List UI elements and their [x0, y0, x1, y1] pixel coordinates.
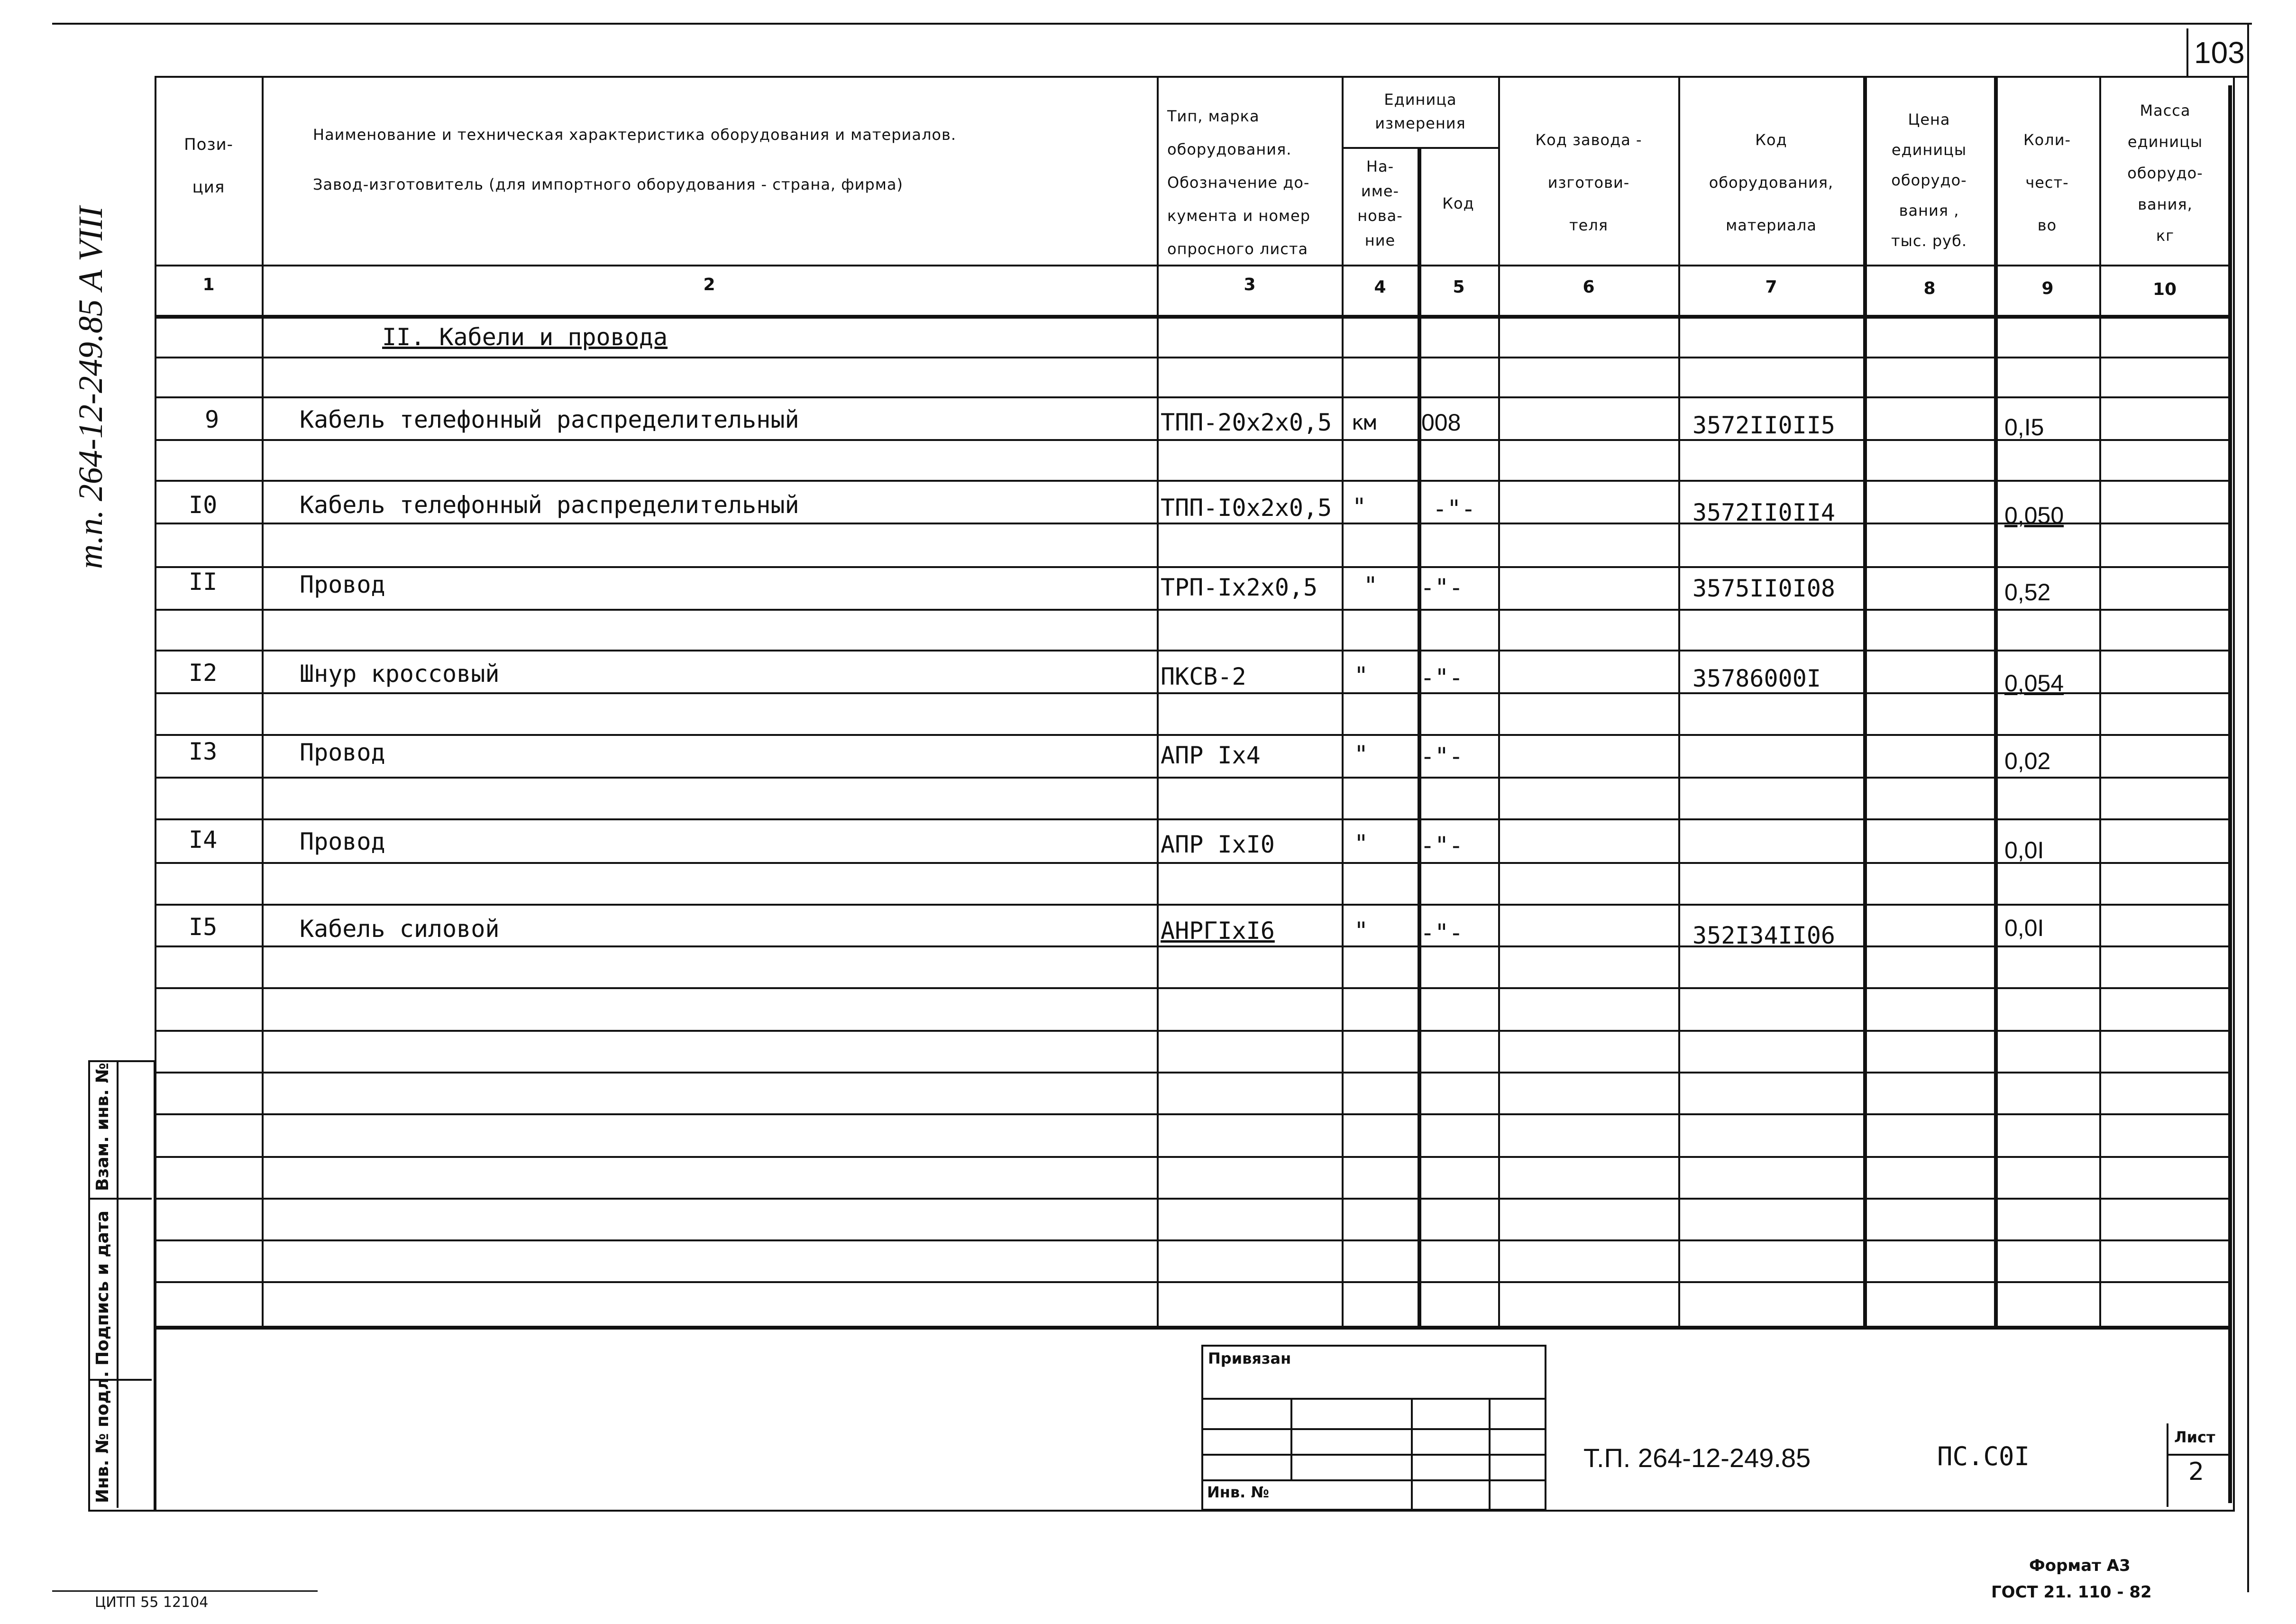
section-title: II. Кабели и провода [382, 323, 668, 351]
row-line [155, 609, 2231, 611]
unit-subheader-line [1342, 147, 1498, 149]
colnum-6: 6 [1583, 277, 1595, 297]
row-unit: " [1363, 572, 1378, 599]
row-line [155, 1156, 2231, 1158]
col-line [262, 76, 264, 1328]
row-name: Кабель силовой [300, 915, 500, 943]
row-pos: I2 [189, 659, 218, 687]
row-code: -"- [1420, 743, 1464, 770]
row-mat-code: 35786000I [1692, 665, 1821, 692]
col-line [1678, 76, 1680, 1328]
row-type: ТПП-20х2х0,5 [1161, 409, 1332, 436]
stamp-line [1290, 1398, 1292, 1479]
header-col10: Масса единицы оборудо- вания, кг [2127, 101, 2203, 245]
side-strip-divider [117, 1060, 119, 1508]
header-col5: Код [1442, 194, 1474, 212]
row-mat-code: 352I34II06 [1692, 922, 1836, 949]
colnum-10: 10 [2152, 280, 2177, 299]
header-col2-line2: Завод-изготовитель (для импортного оборудования - страна, фирма) [313, 175, 903, 193]
row-line [155, 357, 2231, 358]
row-type: ТРП-Iх2х0,5 [1161, 574, 1318, 601]
col-line [2099, 76, 2101, 1328]
row-type: АПР IхI0 [1161, 831, 1275, 858]
colnum-3: 3 [1244, 275, 1256, 294]
header-col45: Единица измерения [1375, 91, 1466, 132]
row-line [155, 1113, 2231, 1115]
top-border-line [52, 23, 2252, 25]
colnum-4: 4 [1374, 277, 1386, 297]
side-strip-line [88, 1198, 152, 1200]
right-thick-border [2228, 85, 2232, 1503]
table-body-bottom [155, 1326, 2231, 1330]
row-line [155, 1198, 2231, 1200]
row-line [155, 1281, 2231, 1283]
row-type: АПР Iх4 [1161, 742, 1261, 769]
header-col9: Коли- чест- во [2023, 131, 2071, 234]
row-pos: I0 [189, 491, 218, 519]
doc-code: Т.П. 264-12-249.85 [1583, 1443, 1811, 1473]
right-border-line [2247, 23, 2249, 1592]
row-qty: 0,I5 [2004, 414, 2044, 440]
colnum-8: 8 [1923, 279, 1936, 298]
col-line [1157, 76, 1159, 1328]
row-unit: " [1352, 493, 1367, 521]
row-pos: II [189, 568, 218, 596]
stamp-line [1411, 1398, 1413, 1509]
row-name: Провод [300, 828, 385, 855]
row-line [155, 1072, 2231, 1073]
row-unit: км [1351, 411, 1376, 435]
header-col6: Код завода - изготови- теля [1535, 131, 1642, 234]
col-line [1498, 76, 1500, 1328]
colnum-7: 7 [1765, 277, 1777, 297]
row-code: -"- [1420, 664, 1464, 691]
row-line [155, 945, 2231, 947]
stamp-line [1201, 1479, 1545, 1481]
tsitp-label: ЦИТП 55 12104 [95, 1594, 209, 1611]
sheet-number: 2 [2188, 1458, 2205, 1486]
stamp-line [1201, 1454, 1545, 1456]
row-line [155, 1239, 2231, 1241]
footer-line [52, 1590, 318, 1592]
header-col7: Код оборудования, материала [1709, 131, 1834, 234]
row-type: ПКСВ-2 [1161, 663, 1246, 690]
header-col3: Тип, марка оборудования. Обозначение до- кумента и номер опросного листа [1167, 107, 1311, 258]
side-document-code: т.п. 264-12-249.85 А VIII [72, 206, 110, 569]
row-unit: " [1354, 741, 1369, 768]
row-code: 008 [1421, 409, 1461, 436]
row-qty: 0,050 [2004, 502, 2064, 529]
row-qty: 0,52 [2004, 579, 2051, 606]
row-line [155, 523, 2231, 524]
col-line [1418, 147, 1421, 1328]
format-label: Формат А3 [2029, 1556, 2131, 1575]
row-qty: 0,02 [2004, 748, 2051, 774]
row-pos: I5 [189, 913, 218, 941]
row-line [155, 734, 2231, 736]
row-line [155, 650, 2231, 651]
gost-label: ГОСТ 21. 110 - 82 [1991, 1583, 2152, 1602]
row-line [155, 987, 2231, 989]
row-code: -"- [1420, 832, 1464, 859]
row-line [155, 396, 2231, 398]
row-unit: " [1354, 917, 1369, 945]
row-mat-code: 3572II0II5 [1692, 412, 1836, 439]
colnum-2: 2 [703, 275, 715, 294]
row-line [155, 904, 2231, 906]
header-col8: Цена единицы оборудо- вания , тыс. руб. [1891, 110, 1967, 250]
row-line [155, 818, 2231, 820]
row-name: Кабель телефонный распределительный [300, 406, 799, 433]
side-vzam: Взам. инв. № [93, 1063, 112, 1191]
row-name: Шнур кроссовый [300, 660, 500, 688]
row-code: -"- [1433, 495, 1476, 523]
row-pos: I3 [189, 738, 218, 765]
row-code: -"- [1420, 919, 1464, 946]
row-qty: 0,054 [2004, 670, 2064, 697]
row-line [155, 1030, 2231, 1032]
colnum-bottom-line [155, 315, 2231, 319]
row-line [155, 480, 2231, 482]
row-qty: 0,0I [2004, 915, 2044, 941]
stamp-line [1201, 1398, 1545, 1400]
doc-suffix: ПС.С0I [1937, 1441, 2030, 1471]
page-number: 103 [2194, 36, 2245, 70]
row-name: Провод [300, 739, 385, 766]
colnum-9: 9 [2041, 279, 2054, 298]
col-line [1994, 76, 1998, 1328]
row-unit: " [1354, 662, 1369, 689]
side-inv-podl: Инв. № подл. [93, 1371, 112, 1503]
row-line [155, 777, 2231, 779]
row-name: Кабель телефонный распределительный [300, 491, 799, 519]
row-pos: 9 [205, 406, 220, 433]
sheet-box-line [2167, 1454, 2230, 1456]
row-type: ТПП-I0х2х0,5 [1161, 494, 1332, 522]
col-line [1863, 76, 1867, 1328]
row-line [155, 862, 2231, 864]
row-code: -"- [1420, 574, 1464, 601]
row-mat-code: 3575II0I08 [1692, 575, 1836, 602]
row-line [155, 439, 2231, 441]
row-qty: 0,0I [2004, 837, 2044, 863]
row-unit: " [1354, 830, 1369, 857]
page-number-box [2186, 28, 2249, 78]
header-col1: Пози- ция [184, 135, 233, 197]
side-podpis: Подпись и дата [93, 1211, 112, 1366]
row-line [155, 566, 2231, 568]
privyazan-label: Привязан [1208, 1349, 1291, 1367]
colnum-1: 1 [202, 275, 215, 294]
colnum-5: 5 [1453, 277, 1465, 297]
row-name: Провод [300, 571, 385, 598]
row-pos: I4 [189, 826, 218, 853]
stamp-line [1489, 1398, 1491, 1509]
sheet-label: Лист [2174, 1428, 2215, 1446]
header-col2-line1: Наименование и техническая характеристика оборудования и материалов. [313, 126, 956, 144]
row-type: АНРГIхI6 [1161, 917, 1275, 945]
row-line [155, 692, 2231, 694]
inv-no-label: Инв. № [1207, 1483, 1269, 1501]
row-mat-code: 3572II0II4 [1692, 499, 1836, 526]
header-col4: На- име- нова- ние [1357, 157, 1403, 249]
stamp-line [1201, 1428, 1545, 1430]
